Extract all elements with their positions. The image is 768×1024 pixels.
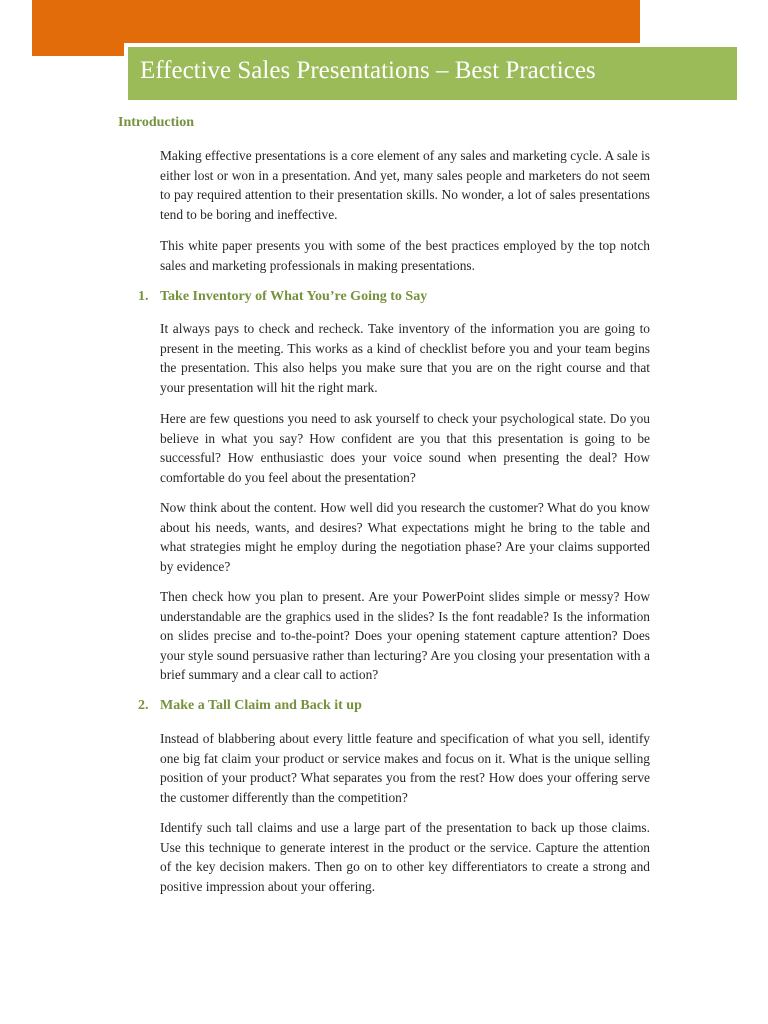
introduction-heading: Introduction [118,115,194,130]
section-1-paragraph-1: It always pays to check and recheck. Take inventory of the information you are going to present in the meeting. This works as a kind of checklist before you and your team begins the presentation. This also helps you make sure that you are on the right course and that your presentation will hit the right mark. [160,321,650,395]
section-2-paragraph-2: Identify such tall claims and use a large part of the presentation to back up those claims. Use this technique to generate interest in the product or the service. Capture the attention of the key decision makers. Then go on to other key differentiators to create a strong and positive impression about your offering. [160,820,650,894]
document-title: Effective Sales Presentations – Best Practices [140,56,596,84]
section-1-paragraph-2: Here are few questions you need to ask yourself to check your psychological state. Do you believe in what you say? How confident are you that this presentation is going to be successful? How enthusiastic does your voice sound when presenting the deal? How comfortable do you feel about the presentation? [160,411,650,485]
section-1-paragraph-4: Then check how you plan to present. Are your PowerPoint slides simple or messy? How understandable are the graphics used in the slides? Is the font readable? Is the information on slides precise and to-the-point? Does your opening statement capture attention? Does your style sound persuasive rather than lecturing? Are you closing your presentation with a brief summary and a clear call to action? [160,589,650,682]
section-1-paragraph-3: Now think about the content. How well did you research the customer? What do you know about his needs, wants, and desires? What expectations might he bring to the table and what strategies might he employ during the negotiation phase? Are your claims supported by evidence? [160,500,650,574]
title-bar [128,47,737,100]
section-1-heading [138,288,658,306]
section-1-number: 1. [138,289,149,304]
section-1-title: Take Inventory of What You’re Going to Say [160,289,428,304]
section-2-heading [138,697,658,715]
section-2-title: Make a Tall Claim and Back it up [160,698,362,713]
section-2-paragraph-1: Instead of blabbering about every little feature and specification of what you sell, identify one big fat claim your product or service makes and focus on it. What is the unique selling position of your product? What separates you from the rest? How does your offering serve the customer differently than the competition? [160,731,650,805]
intro-paragraph-1: Making effective presentations is a core element of any sales and marketing cycle. A sale is either lost or won in a presentation. And yet, many sales people and marketers do not seem to pay required attention to their presentation skills. No wonder, a lot of sales presentations tend to be boring and ineffective. [160,148,650,222]
intro-paragraph-2: This white paper presents you with some of the best practices employed by the top notch sales and marketing professionals in making presentations. [160,238,650,273]
section-2-number: 2. [138,698,149,713]
